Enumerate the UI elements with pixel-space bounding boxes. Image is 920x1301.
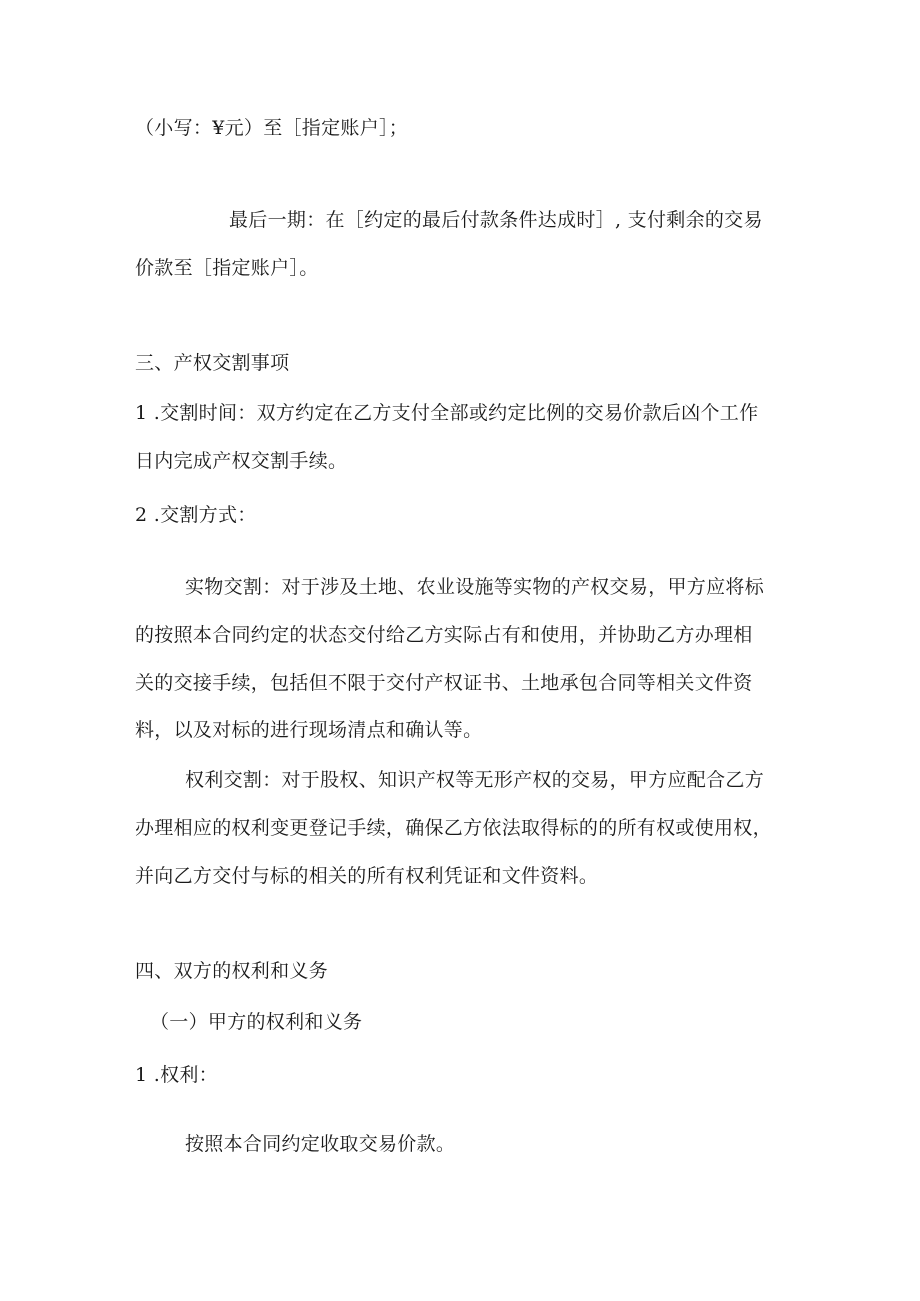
rights-delivery-line-1: 权利交割：对于股权、知识产权等无形产权的交易，甲方应配合乙方 [185,769,765,791]
delivery-time-line-cont: 日内完成产权交割手续。 [135,450,348,472]
rights-delivery-line-2: 办理相应的权利变更登记手续，确保乙方依法取得标的的所有权或使用权， [135,817,772,839]
rights-item-1: 按照本合同约定收取交易价款。 [185,1133,456,1155]
physical-delivery-line-1: 实物交割：对于涉及土地、农业设施等实物的产权交易，甲方应将标 [185,576,765,598]
subsection-heading-party-a: （一）甲方的权利和义务 [150,1011,363,1033]
payment-amount-line: （小写：¥元）至［指定账户］； [135,117,409,139]
final-installment-line-cont: 价款至［指定账户］。 [135,257,319,279]
rights-heading: 1 .权利： [135,1064,218,1086]
delivery-time-line: 1 .交割时间：双方约定在乙方支付全部或约定比例的交易价款后凶个工作 [135,402,759,424]
delivery-method-heading: 2 .交割方式： [135,504,257,526]
section-heading-4: 四、双方的权利和义务 [135,960,329,982]
physical-delivery-line-4: 料，以及对标的进行现场清点和确认等。 [135,719,483,741]
rights-delivery-line-3: 并向乙方交付与标的相关的所有权利凭证和文件资料。 [135,865,599,887]
final-installment-line: 最后一期：在［约定的最后付款条件达成时］, 支付剩余的交易 [229,209,763,231]
section-heading-3: 三、产权交割事项 [135,352,290,374]
physical-delivery-line-3: 关的交接手续，包括但不限于交付产权证书、土地承包合同等相关文件资 [135,672,753,694]
physical-delivery-line-2: 的按照本合同约定的状态交付给乙方实际占有和使用，并协助乙方办理相 [135,624,753,646]
